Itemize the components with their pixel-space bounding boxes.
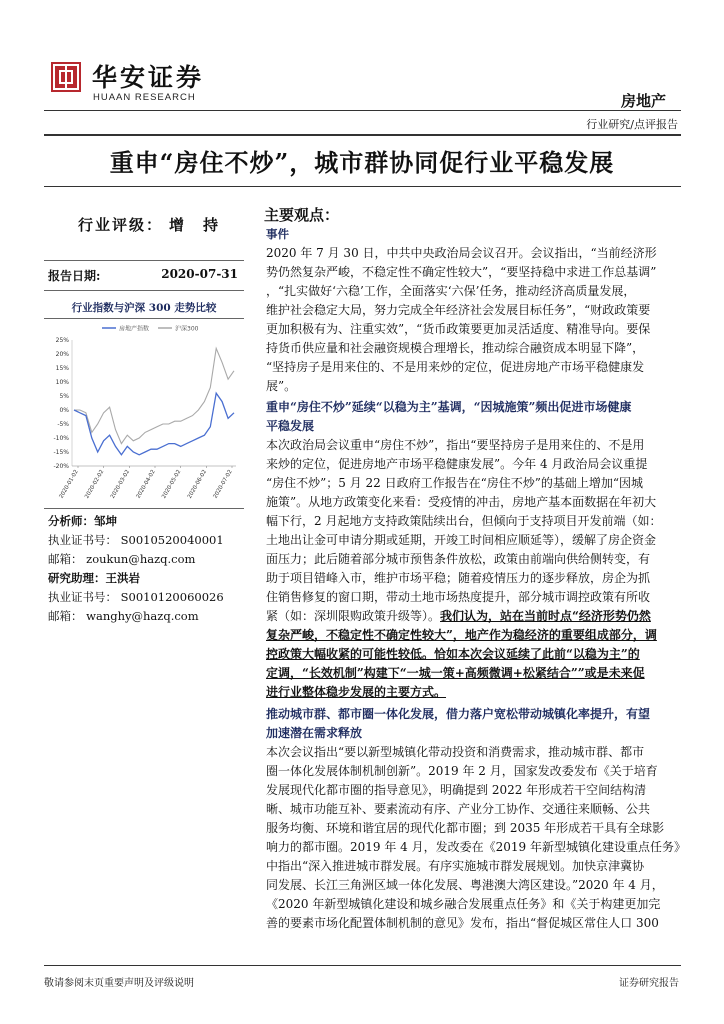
y-tick-label: 10% (55, 379, 69, 386)
text-line: 中指出“深入推进城市群发展。有序实施城市群发展规划。加快京津冀协 (266, 859, 645, 873)
x-tick-label: 2020-01-02 (58, 469, 80, 500)
text-line: 助于项目错峰入市，维护市场平稳；随着疫情压力的逐步释放，房企为抓 (266, 571, 651, 585)
report-date-label: 报告日期: (48, 269, 101, 283)
text-line: “坚持房子是用来住的、不是用来炒的定位，促进房地产市场平稳健康发 (266, 360, 645, 374)
y-tick-label: 15% (55, 365, 69, 372)
analyst-block (48, 512, 224, 626)
text-line: 晰、城市功能互补、要素流动有序、产业分工协作、交通往来顺畅、公共 (266, 802, 651, 816)
text-line: 本次政治局会议重申“房住不炒”，指出“要坚持房子是用来住的、不是用 (266, 438, 645, 452)
report-type: 行业研究/点评报告 (586, 118, 678, 131)
text-line: 2020 年 7 月 30 日，中共中央政治局会议召开。会议指出，“当前经济形 (266, 246, 657, 260)
assistant-label: 研究助理： (48, 571, 106, 585)
logo-seal-icon (51, 62, 81, 92)
footer-report-type: 证券研究报告 (619, 978, 679, 989)
text-line: 本次会议指出“要以新型城镇化带动投资和消费需求，推动城市群、都市 (266, 745, 645, 759)
y-tick-label: 5% (59, 393, 69, 400)
chart-series (74, 348, 234, 454)
report-date-value: 2020-07-31 (161, 267, 238, 281)
rating-label: 行业评级： (78, 216, 164, 234)
heading-line: 平稳发展 (266, 419, 315, 433)
y-tick-label: 25% (55, 337, 69, 344)
section-2-heading (266, 398, 681, 436)
x-tick-label: 2020-06-02 (186, 469, 209, 500)
left-divider (44, 260, 244, 261)
text-line: 势仍然复杂严峻，不稳定性不确定性较大”，“要坚持稳中求进工作总基调” (266, 265, 657, 279)
y-tick-label: -5% (57, 421, 69, 428)
text-line: “房住不炒”；5 月 22 日政府工作报告在“房住不炒”的基础上增加“因城 (266, 476, 644, 490)
y-tick-label: 0% (59, 407, 69, 414)
analyst-email[interactable]: 邮箱： zoukun@hazq.com (48, 552, 196, 566)
x-tick-label: 2020-07-02 (212, 469, 234, 500)
text-line: 圈一体化发展体制机制创新”。2019 年 2 月，国家发改委发布《关于培育 (266, 764, 658, 778)
sector-label: 房地产 (620, 92, 666, 110)
logo-mark (51, 62, 81, 92)
text-line: 幅下行，2 月起地方支持政策陆续出台，但倾向于支持项目开发前端（如： (266, 514, 662, 528)
left-divider (44, 318, 244, 319)
text-line: 土地出让金可申请分期或延期，开竣工时间相应顺延等），缓解了房企资金 (266, 533, 657, 547)
title-divider (44, 186, 681, 187)
text-line: 同发展、长江三角洲区域一体化发展、粤港澳大湾区建设。”2020 年 4 月， (266, 878, 664, 892)
analyst-label: 分析师： (48, 514, 94, 528)
left-divider (44, 508, 244, 509)
analyst-name: 邹坤 (94, 514, 117, 528)
text-line: 发展现代化都市圈的指导意见》，明确提到 2022 年形成若干空间结构清 (266, 783, 647, 797)
rating-value: 增 持 (169, 216, 221, 234)
main-points-heading: 主要观点： (264, 206, 340, 224)
legend-label: 沪深300 (175, 325, 199, 333)
analyst-cert: 执业证书号： S0010520040001 (48, 533, 224, 547)
index-trend-chart (44, 320, 244, 508)
x-tick-label: 2020-04-02 (135, 469, 157, 500)
industry-rating (78, 214, 220, 235)
footer-disclaimer: 敬请参阅末页重要声明及评级说明 (44, 978, 194, 989)
heading-line: 推动城市群、都市圈一体化发展，借力落户宽松带动城镇化率提升，有望 (266, 707, 651, 721)
section-event-body (266, 244, 681, 396)
text-line: 面压力；此后随着部分城市预售条件放松，政策由前端向供给侧转变，有 (266, 552, 651, 566)
text-line: 服务均衡、环境和谐宜居的现代化都市圈；到 2035 年形成若干具有全球影 (266, 821, 665, 835)
chart-legend (102, 325, 199, 333)
text-line: ，“扎实做好‘六稳’工作，全面落实‘六保’任务，推动经济高质量发展， (266, 284, 636, 298)
conclusion-lead: 紧（如：深圳限购政策升级等）。 (266, 609, 441, 623)
assistant-cert: 执业证书号： S0010120060026 (48, 590, 224, 604)
series-line-csi300 (74, 348, 234, 443)
bold-line: 定调，“长效机制”构建下“一城一策+高频微调+松紧结合””或是未来促 (266, 666, 645, 680)
text-line: 来炒的定位，促进房地产市场平稳健康发展”。今年 4 月政治局会议重提 (266, 457, 648, 471)
header-divider (44, 110, 681, 111)
left-divider (44, 290, 244, 291)
text-line: 展”。 (266, 379, 297, 393)
text-line: 响力的都市圈。2019 年 4 月，发改委在《2019 年新型城镇化建设重点任务》 (266, 840, 686, 854)
text-line: 维护社会稳定大局，努力完成全年经济社会发展目标任务”，“财政政策要 (266, 303, 651, 317)
assistant-email[interactable]: 邮箱： wanghy@hazq.com (48, 609, 199, 623)
text-line: 住销售修复的窗口期，带动土地市场热度提升，部分城市调控政策有所收 (266, 590, 651, 604)
y-tick-label: -20% (53, 463, 69, 470)
legend-label: 房地产指数 (119, 325, 150, 333)
text-line: 施策”。从地方政策变化来看：受疫情的冲击，房地产基本面数据在年初大 (266, 495, 657, 509)
section-3-heading (266, 705, 681, 743)
conclusion-bold: 我们认为，站在当前时点“经济形势仍然 (440, 609, 651, 623)
text-line: 《2020 年新型城镇化建设和城乡融合发展重点任务》和《关于构建更加完 (266, 897, 661, 911)
footer-divider (44, 965, 681, 966)
header-divider-thick (44, 134, 681, 136)
x-tick-label: 2020-02-02 (84, 469, 106, 500)
chart-title: 行业指数与沪深 300 走势比较 (71, 302, 217, 314)
heading-line: 加速潜在需求释放 (266, 726, 363, 740)
section-event-label: 事件 (266, 227, 289, 241)
y-tick-label: -10% (53, 435, 69, 442)
y-tick-label: 20% (55, 351, 69, 358)
section-3-body (266, 743, 686, 933)
bold-line: 进行业整体稳步发展的主要方式。 (266, 685, 447, 699)
logo-text: 华安证券 (92, 63, 205, 92)
bold-line: 复杂严峻，不稳定性不确定性较大”，地产作为稳经济的重要组成部分，调 (266, 628, 657, 642)
x-tick-label: 2020-05-02 (161, 469, 183, 500)
text-line: 善的要素市场化配置体制机制的意见》发布，指出“督促城区常住人口 300 (266, 916, 659, 930)
heading-line: 重申“房住不炒”延续“以稳为主”基调，“因城施策”频出促进市场健康 (266, 400, 632, 414)
y-tick-label: -15% (53, 449, 69, 456)
assistant-name: 王洪岩 (105, 571, 140, 585)
section-2-body (266, 436, 681, 607)
bold-line: 控政策大幅收紧的可能性较低。恰如本次会议延续了此前“以稳为主”的 (266, 647, 640, 661)
x-tick-label: 2020-03-02 (109, 469, 132, 500)
chart-y-axis (53, 337, 72, 470)
chart-x-axis (59, 466, 236, 500)
page-title: 重申“房住不炒”，城市群协同促行业平稳发展 (109, 148, 615, 177)
section-2-conclusion (266, 607, 681, 702)
text-line: 更加积极有为、注重实效”，“货币政策要更加灵活适度、精准导向。要保 (266, 322, 651, 336)
text-line: 持货币供应量和社会融资规模合理增长，推动综合融资成本明显下降”， (266, 341, 645, 355)
logo-english: HUAAN RESEARCH (93, 92, 196, 103)
